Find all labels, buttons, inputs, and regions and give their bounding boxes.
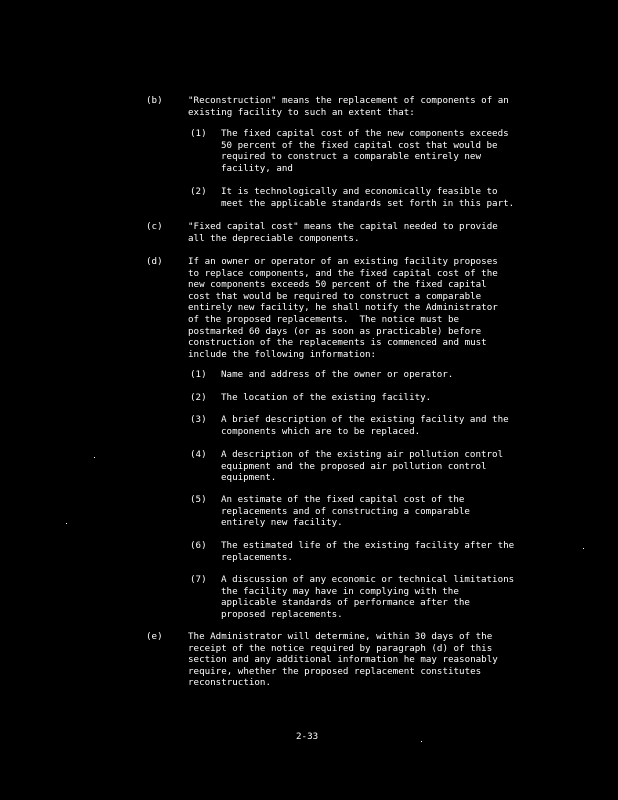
- section-b-text: "Reconstruction" means the replacement of components of an existing facility to such an extent that:: [188, 95, 509, 118]
- section-d-item-2-label: (2): [190, 392, 207, 403]
- section-d-item-5-label: (5): [190, 494, 207, 505]
- section-b-item-1-text: The fixed capital cost of the new components exceeds 50 percent of the fixed capital cost that would be required to construct a comparable entirely new facility, and: [221, 128, 509, 174]
- section-e-text: The Administrator will determine, within 30 days of the receipt of the notice required by paragraph (d) of this section and any additional information he may reasonably require, whether the proposed replacement constitutes reconstruction.: [188, 631, 498, 689]
- section-d-item-7-label: (7): [190, 574, 207, 585]
- scan-speck: [94, 457, 95, 458]
- section-d-item-6-text: The estimated life of the existing facility after the replacements.: [221, 540, 515, 563]
- section-d-item-6-label: (6): [190, 540, 207, 551]
- scan-speck: [66, 523, 67, 524]
- section-d-item-3-label: (3): [190, 414, 207, 425]
- section-d-item-7-text: A discussion of any economic or technical limitations the facility may have in complying with the applicable standards of performance after the proposed replacements.: [221, 574, 515, 620]
- section-d-item-3-text: A brief description of the existing facility and the components which are to be replaced.: [221, 414, 509, 437]
- section-c-text: "Fixed capital cost" means the capital needed to provide all the depreciable components.: [188, 221, 498, 244]
- page-number: 2-33: [296, 731, 319, 742]
- section-b-item-1-label: (1): [190, 128, 207, 139]
- section-d-item-2-text: The location of the existing facility.: [221, 392, 432, 403]
- section-d-item-4-text: A description of the existing air pollution control equipment and the proposed air pollution control equipment.: [221, 449, 504, 484]
- section-b-item-2-text: It is technologically and economically feasible to meet the applicable standards set forth in this part.: [221, 186, 515, 209]
- section-d-item-1-text: Name and address of the owner or operator.: [221, 369, 454, 380]
- section-d-item-5-text: An estimate of the fixed capital cost of the replacements and of constructing a comparable entirely new facility.: [221, 494, 470, 529]
- section-d-item-4-label: (4): [190, 449, 207, 460]
- section-d-label: (d): [146, 256, 163, 267]
- scan-speck: [583, 548, 584, 549]
- section-d-text: If an owner or operator of an existing facility proposes to replace components, and the fixed capital cost of the new components exceeds 50 percent of the fixed capital cost that would be required to construct a comparable entirely new facility, he shall notify the Administrator of the proposed replacements. The notice must be postmarked 60 days (or as soon as practicable) before construction of the replacements is commenced and must include the following information:: [188, 256, 498, 360]
- section-e-label: (e): [146, 631, 163, 642]
- section-b-label: (b): [146, 95, 163, 106]
- section-d-item-1-label: (1): [190, 369, 207, 380]
- section-c-label: (c): [146, 221, 163, 232]
- section-b-item-2-label: (2): [190, 186, 207, 197]
- scan-speck: [421, 741, 422, 742]
